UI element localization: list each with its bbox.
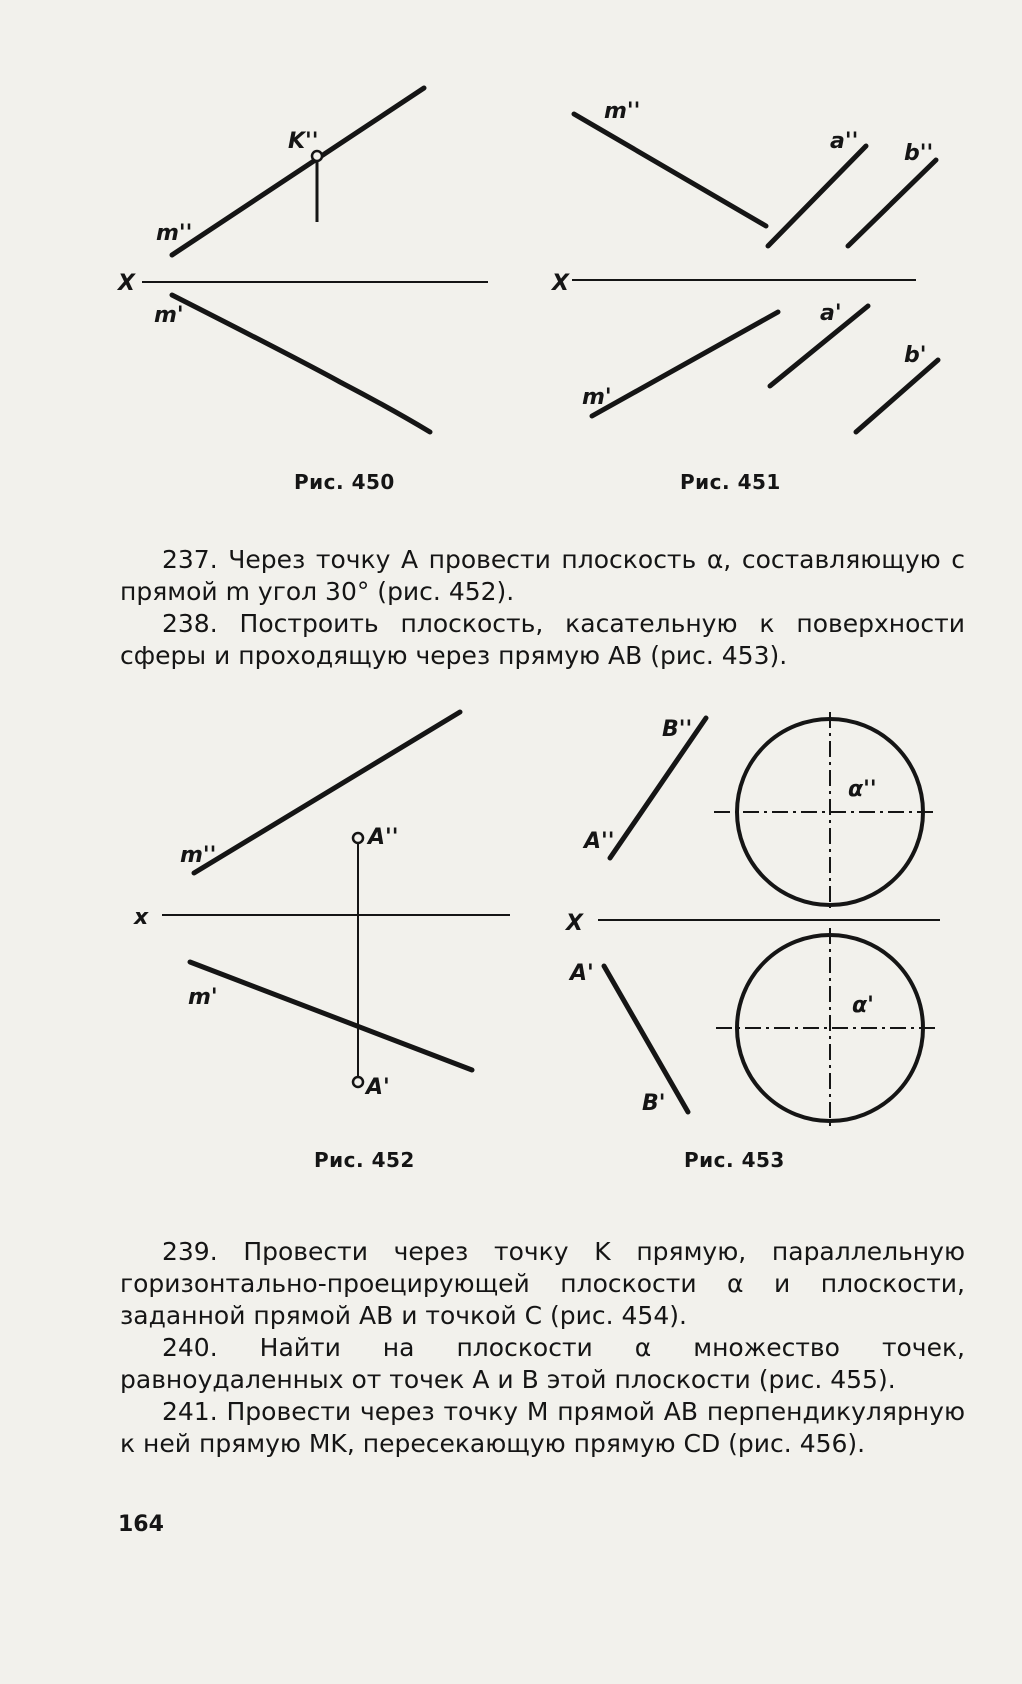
fig451-line-a2 [768,146,866,246]
paragraph-240: 240. Найти на плоскости α множество точек, равноудаленных от точек A и B этой плоскости (рис. 455). [120,1333,965,1394]
fig451-label-a1: a' [820,301,842,326]
fig453-label-a1: A' [570,961,594,986]
fig451-label-a2: a'' [830,129,859,154]
fig451-label-b2: b'' [904,141,934,166]
fig450-line-m1 [172,295,430,432]
fig452-label-a2: A'' [368,825,399,850]
figure-451 [550,99,938,432]
paragraph-238: 238. Построить плоскость, касательную к поверхности сферы и проходящую через прямую AB (рис. 453). [120,609,965,670]
fig451-line-m2 [574,114,766,226]
paragraph-239: 239. Провести через точку K прямую, параллельную горизонтально-проецирующей плоскости α и плоскости, заданной прямой AB и точкой C (рис. 454). [120,1237,965,1330]
fig450-caption: Рис. 450 [294,470,395,494]
paragraph-241: 241. Провести через точку M прямой AB перпендикулярную к ней прямую MK, пересекающую прямую CD (рис. 456). [120,1397,965,1458]
fig452-label-m1: m' [188,985,218,1010]
fig453-label-b2: B'' [662,717,693,742]
fig453-label-alpha1: α' [852,993,874,1018]
paragraphs-239-241 [120,1236,965,1460]
fig450-label-k2: K'' [288,129,319,154]
fig450-label-axis: X [118,271,135,296]
fig452-point-a2 [353,833,363,843]
fig450-label-m1: m' [154,303,184,328]
fig452-line-m1 [190,962,472,1070]
fig450-line-m2 [172,88,424,255]
fig452-point-a1 [353,1077,363,1087]
fig452-caption: Рис. 452 [314,1148,415,1172]
fig451-line-a1 [770,306,868,386]
fig453-label-axis: X [566,911,583,936]
fig451-label-m1: m' [582,385,612,410]
page-number: 164 [118,1512,164,1537]
fig453-label-b1: B' [642,1091,666,1116]
fig451-label-b1: b' [904,343,927,368]
figure-450 [116,88,488,432]
figure-453 [564,712,940,1130]
fig451-label-m2: m'' [604,99,641,124]
fig453-caption: Рис. 453 [684,1148,785,1172]
fig451-line-b1 [856,360,938,432]
figure-452 [133,712,510,1100]
fig451-label-axis: X [552,271,569,296]
fig452-label-axis: x [134,905,149,930]
fig450-label-m2: m'' [156,221,193,246]
fig451-line-b2 [848,160,936,246]
fig453-label-alpha2: α'' [848,777,877,802]
paragraph-237: 237. Через точку A провести плоскость α, составляющую с прямой m угол 30° (рис. 452). [120,545,965,606]
fig451-line-m1 [592,312,778,416]
fig452-line-m2 [194,712,460,873]
fig453-label-a2: A'' [584,829,615,854]
fig451-caption: Рис. 451 [680,470,781,494]
fig452-label-m2: m'' [180,843,217,868]
paragraphs-237-238 [120,544,965,672]
fig452-label-a1: A' [366,1075,390,1100]
